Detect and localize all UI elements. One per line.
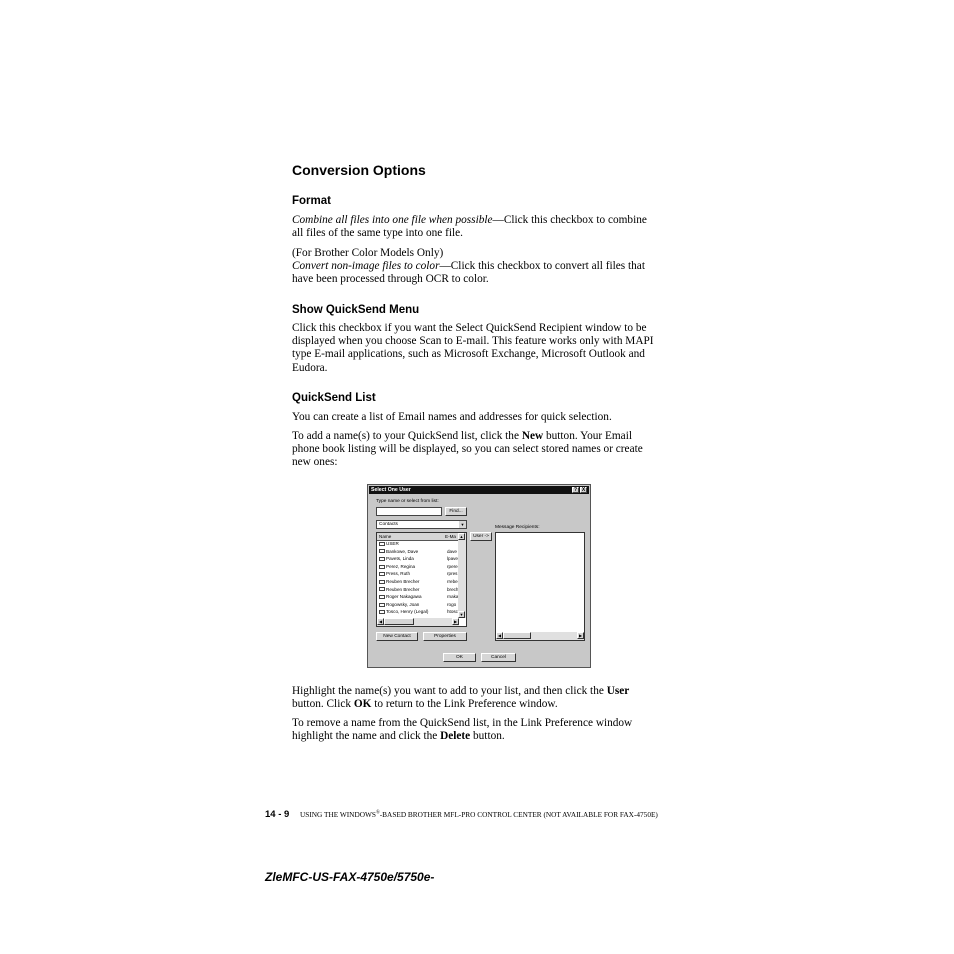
contact-name: USER — [386, 541, 399, 546]
new-contact-button[interactable]: New Contact — [376, 632, 418, 641]
contact-name: Press, Ruth — [386, 571, 410, 577]
contact-card-icon — [379, 542, 385, 546]
quicksend-list-heading: QuickSend List — [292, 392, 376, 404]
contact-name: Perez, Regina — [386, 563, 416, 569]
list-item[interactable] — [379, 579, 458, 585]
scroll-left-icon[interactable]: ◀ — [497, 633, 502, 638]
format-option-convert: Convert non-image files to color — [292, 260, 440, 273]
list-item[interactable] — [379, 586, 459, 593]
contact-email: rogo — [447, 601, 457, 607]
list-item[interactable] — [379, 594, 459, 600]
format-p2-line1: (For Brother Color Models Only) — [292, 247, 444, 259]
contact-card-icon — [379, 549, 385, 553]
document-id: ZleMFC-US-FAX-4750e/5750e- — [265, 870, 435, 884]
after-p2-line2: highlight the name and click the — [292, 730, 441, 743]
address-book-select-value: Contacts — [379, 522, 398, 527]
contact-name: Pavets, Linda — [386, 556, 414, 562]
contact-card-icon — [379, 603, 385, 607]
contact-email: rrebe — [447, 579, 458, 584]
find-button[interactable]: Find... — [445, 507, 467, 516]
contact-email: rnaka — [447, 594, 459, 600]
page-number: 14 - 9 — [265, 809, 290, 820]
format-paragraph-2 — [292, 247, 664, 287]
contact-card-icon — [379, 580, 385, 584]
list-item[interactable] — [379, 563, 458, 570]
list-item[interactable] — [379, 556, 458, 562]
dialog-title: Select One User — [371, 487, 411, 493]
select-one-user-dialog — [367, 484, 591, 668]
qs-p2-text: To add a name(s) to your QuickSend list, click the — [292, 430, 522, 442]
message-recipients-label: Message Recipients: — [495, 525, 540, 530]
contact-name: Reuben Brecher — [386, 579, 420, 584]
contacts-list[interactable] — [376, 532, 467, 627]
show-quicksend-line: Eudora. — [292, 361, 328, 374]
address-book-select[interactable] — [376, 520, 467, 529]
contact-email: brech — [447, 586, 459, 592]
delete-button-reference: Delete — [440, 730, 471, 743]
after-dialog-paragraph-1 — [292, 685, 664, 711]
scroll-right-icon[interactable]: ▶ — [578, 633, 583, 638]
contact-name: Rogowsky, Joan — [386, 601, 420, 607]
scroll-left-icon[interactable]: ◀ — [378, 619, 383, 624]
running-footer-a: USING THE WINDOWS — [300, 810, 376, 819]
dialog-titlebar — [369, 486, 589, 494]
contact-name: Reuben Brecher — [386, 586, 420, 592]
ok-button[interactable]: OK — [443, 653, 476, 662]
user-add-button[interactable]: User -> — [470, 532, 492, 541]
after-p1-text: Highlight the name(s) you want to add to your list, and then click the — [292, 685, 607, 697]
contact-card-icon — [379, 587, 385, 591]
format-p1-line2: all files of the same type into one file. — [292, 227, 463, 240]
format-p1-text: —Click this checkbox to combine — [492, 214, 647, 226]
contact-name: Tosco, Henry (Legal) — [386, 609, 429, 615]
list-item[interactable] — [379, 541, 399, 547]
quicksend-list-paragraph-2 — [292, 430, 664, 470]
scroll-thumb[interactable] — [384, 618, 414, 625]
qs-p2-text-b: button. Your Email — [543, 430, 632, 442]
contact-name: Roger Nakagawa — [386, 594, 422, 600]
cancel-button[interactable]: Cancel — [481, 653, 516, 662]
scroll-up-icon[interactable]: ▲ — [459, 534, 464, 539]
list-item[interactable] — [379, 609, 458, 615]
show-quicksend-paragraph — [292, 322, 664, 375]
running-footer — [300, 810, 658, 819]
format-option-combine: Combine all files into one file when possible — [292, 214, 493, 226]
new-button-reference: New — [521, 430, 544, 442]
scroll-down-icon[interactable]: ▼ — [459, 612, 464, 617]
contact-email: rpere — [447, 563, 458, 569]
qs-p2-line3: new ones: — [292, 456, 338, 469]
contact-email: rpres — [447, 571, 458, 577]
contact-card-icon — [379, 557, 385, 561]
name-search-input[interactable] — [376, 507, 442, 516]
show-quicksend-line: displayed when you choose Scan to E-mail. This feature works only with MAPI — [292, 335, 654, 348]
contact-card-icon — [379, 572, 385, 576]
format-p2-line3: have been processed through OCR to color. — [292, 273, 489, 286]
after-dialog-paragraph-2 — [292, 717, 664, 743]
list-item[interactable] — [379, 571, 458, 577]
type-name-label: Type name or select from list: — [376, 499, 439, 504]
list-item[interactable] — [379, 548, 457, 555]
column-header-name[interactable]: Name — [379, 534, 392, 539]
show-quicksend-line: type E-mail applications, such as Microsoft Exchange, Microsoft Outlook and — [292, 348, 645, 361]
qs-p2-line2: phone book listing will be displayed, so you can select stored names or create — [292, 443, 643, 456]
contact-card-icon — [379, 595, 385, 599]
scroll-thumb[interactable] — [503, 632, 531, 639]
list-header — [377, 533, 459, 541]
after-p2-line2-b: button. — [470, 730, 505, 743]
help-button[interactable]: ? — [573, 487, 578, 493]
horizontal-scrollbar[interactable] — [377, 618, 459, 626]
scroll-right-icon[interactable]: ▶ — [453, 619, 458, 624]
list-item[interactable] — [379, 601, 457, 608]
after-p2-line1: To remove a name from the QuickSend list, in the Link Preference window — [292, 717, 633, 729]
show-quicksend-heading: Show QuickSend Menu — [292, 304, 420, 316]
contact-email: lpave — [447, 556, 458, 562]
contact-email: htosc — [447, 609, 458, 615]
format-paragraph-1 — [292, 214, 664, 240]
message-recipients-list[interactable] — [495, 532, 585, 641]
quicksend-list-paragraph-1: You can create a list of Email names and addresses for quick selection. — [292, 411, 612, 423]
vertical-scrollbar[interactable] — [458, 533, 466, 618]
contact-name: Bankowe, Dave — [386, 548, 419, 554]
chevron-down-icon[interactable]: ▼ — [460, 522, 465, 527]
ok-button-reference: OK — [353, 698, 372, 711]
running-footer-b: -BASED BROTHER MFL-PRO CONTROL CENTER (NOT AVAILABLE FOR FAX-4750E) — [379, 810, 658, 819]
close-button[interactable]: X — [581, 487, 586, 493]
column-header-email[interactable]: E-Ma — [445, 534, 456, 539]
contact-email: dave — [447, 548, 457, 554]
user-button-reference: User — [606, 685, 630, 697]
after-p1-line2: button. Click — [292, 698, 354, 711]
registered-mark: ® — [375, 810, 380, 816]
section-title: Conversion Options — [292, 162, 426, 178]
contact-card-icon — [379, 610, 385, 614]
recipients-horizontal-scrollbar[interactable] — [496, 632, 584, 640]
after-p1-line2-b: to return to the Link Preference window. — [371, 698, 558, 711]
show-quicksend-line: Click this checkbox if you want the Select QuickSend Recipient window to be — [292, 322, 647, 334]
format-p2-text: —Click this checkbox to convert all files that — [439, 260, 645, 273]
contact-card-icon — [379, 565, 385, 569]
format-heading: Format — [292, 195, 331, 207]
properties-button[interactable]: Properties — [423, 632, 467, 641]
